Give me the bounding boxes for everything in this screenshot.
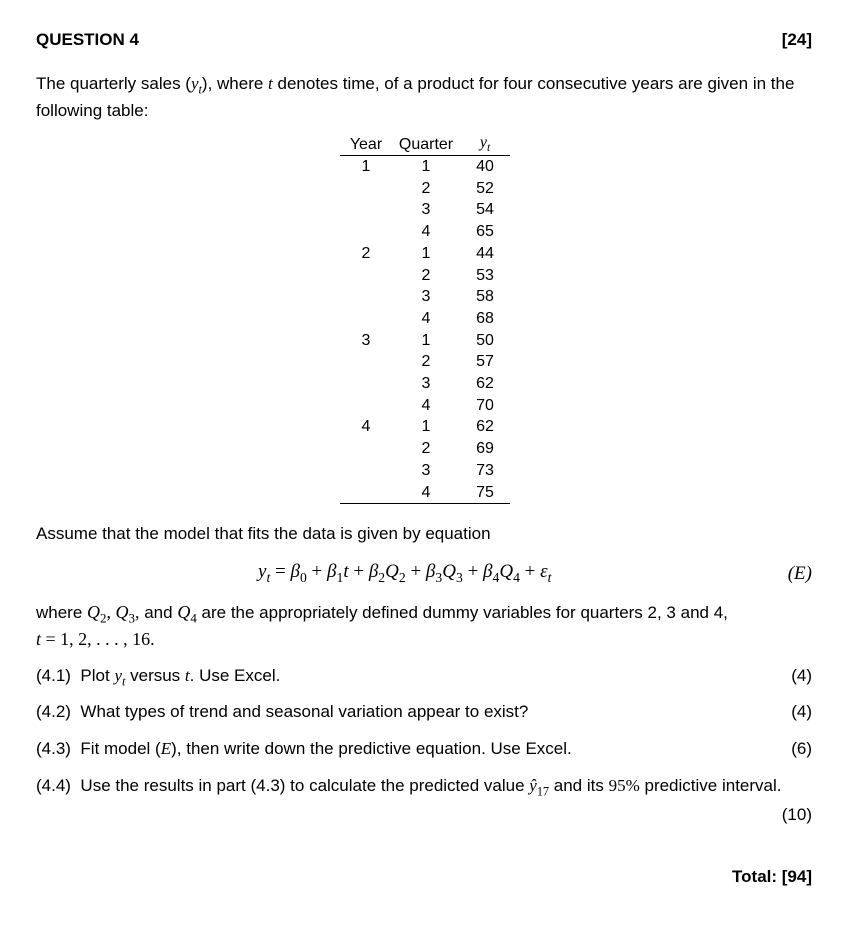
cell-yt: 69	[476, 440, 494, 458]
question-title: QUESTION 4	[36, 30, 139, 49]
question-number: (4.1)	[36, 666, 71, 685]
cell-quarter: 2	[421, 266, 431, 284]
sales-table	[340, 133, 510, 504]
cell-year: 1	[361, 158, 371, 175]
cell-quarter: 4	[421, 309, 431, 327]
question-4-4: (4.4) Use the results in part (4.3) to calculate the predicted value $ŷ_{17}$ and its 95% predictive interval.	[36, 776, 782, 799]
cell-quarter: 2	[421, 440, 431, 458]
cell-yt: 57	[476, 353, 494, 371]
table-row	[340, 330, 510, 352]
marks-4-4: (10)	[781, 805, 812, 824]
cell-year: 3	[361, 331, 371, 349]
question-marks: [24]	[781, 30, 812, 49]
intro-paragraph	[36, 73, 816, 121]
cell-quarter: 2	[421, 353, 431, 371]
cell-year	[340, 438, 392, 460]
marks-4-1: (4)	[791, 666, 812, 685]
cell-quarter: 3	[421, 461, 431, 479]
col-header-year: Year	[340, 133, 392, 156]
question-number: (4.4)	[36, 776, 71, 795]
table-row	[340, 460, 510, 482]
intro-text-1: The quarterly sales (	[36, 74, 191, 93]
col-header-quarter: Quarter	[392, 133, 460, 156]
cell-year	[340, 265, 392, 287]
cell-year: 2	[361, 244, 371, 262]
cell-year	[340, 178, 392, 200]
cell-year	[340, 351, 392, 373]
cell-yt: 62	[476, 375, 494, 393]
cell-year	[340, 395, 392, 417]
cell-yt: 44	[476, 244, 494, 262]
question-number: (4.3)	[36, 739, 71, 758]
table-row	[340, 286, 510, 308]
model-intro: Assume that the model that fits the data is given by equation	[36, 524, 491, 543]
cell-quarter: 1	[421, 418, 431, 436]
cell-quarter: 3	[421, 201, 431, 219]
table-row	[340, 243, 510, 265]
cell-year	[340, 482, 392, 504]
table-row	[340, 265, 510, 287]
cell-yt: 73	[476, 461, 494, 479]
table-row	[340, 482, 510, 504]
table-row	[340, 178, 510, 200]
cell-yt: 68	[476, 309, 494, 327]
table-row	[340, 221, 510, 243]
cell-year	[340, 460, 392, 482]
table-row	[340, 395, 510, 417]
table-row	[340, 373, 510, 395]
model-equation: $y_t = \beta_0 + \beta_1t + \beta_2Q_2 + \beta_3Q_3 + \beta_4Q_4 + \varepsilon_t$	[258, 561, 552, 585]
cell-year	[340, 221, 392, 243]
table-row	[340, 416, 510, 438]
intro-text-2: ), where	[201, 74, 269, 93]
cell-yt: 40	[476, 158, 494, 175]
cell-quarter: 4	[421, 396, 431, 414]
cell-year	[340, 286, 392, 308]
cell-quarter: 4	[392, 482, 460, 504]
cell-quarter: 1	[421, 331, 431, 349]
cell-year: 4	[361, 418, 371, 436]
marks-4-3: (6)	[791, 739, 812, 758]
cell-quarter: 1	[421, 244, 431, 262]
cell-yt: 53	[476, 266, 494, 284]
cell-yt: 54	[476, 201, 494, 219]
cell-yt: 62	[476, 418, 494, 436]
equation-label: (E)	[787, 563, 812, 584]
cell-yt: 50	[476, 331, 494, 349]
intro-var-y: y	[190, 74, 199, 93]
cell-yt: 65	[476, 223, 494, 241]
intro-text-3: denotes time, of a product for four consecutive years are given in the following table:	[36, 74, 795, 121]
where-text-2: are the appropriately defined dummy variables for quarters 2, 3 and 4,	[196, 603, 728, 622]
marks-4-2: (4)	[791, 702, 812, 721]
cell-year	[340, 373, 392, 395]
question-number: (4.2)	[36, 702, 71, 721]
question-4-1: (4.1) Plot $y_t$ versus t. Use Excel.	[36, 666, 281, 689]
intro-var-sub: t	[198, 82, 202, 97]
table-row	[340, 199, 510, 221]
table-header-row	[340, 133, 510, 156]
cell-yt: 58	[476, 288, 494, 306]
table-row	[340, 308, 510, 330]
cell-year	[340, 308, 392, 330]
cell-quarter: 3	[421, 375, 431, 393]
cell-yt: 75	[460, 482, 510, 504]
table-row	[340, 156, 510, 178]
table-row	[340, 351, 510, 373]
t-range: t = 1, 2, . . . , 16.	[36, 628, 155, 649]
where-text-1: where	[36, 603, 88, 622]
intro-var-t: t	[268, 74, 273, 93]
where-paragraph: where $Q_2$, $Q_3$, and $Q_4$ are the appropriately defined dummy variables for quarters 2, 3 and 4, t = 1, 2, . . . , 16.	[36, 602, 728, 649]
total-marks: Total: [94]	[732, 867, 812, 886]
cell-quarter: 4	[421, 223, 431, 241]
col-header-yt: $y_t$	[460, 133, 510, 156]
table-row	[340, 438, 510, 460]
cell-quarter: 1	[421, 158, 431, 175]
question-4-3: (4.3) Fit model (E), then write down the predictive equation. Use Excel.	[36, 739, 572, 758]
cell-yt: 52	[476, 179, 494, 197]
cell-year	[340, 199, 392, 221]
cell-quarter: 3	[421, 288, 431, 306]
cell-quarter: 2	[421, 179, 431, 197]
question-4-2: (4.2) What types of trend and seasonal variation appear to exist?	[36, 702, 529, 721]
cell-yt: 70	[476, 396, 494, 414]
